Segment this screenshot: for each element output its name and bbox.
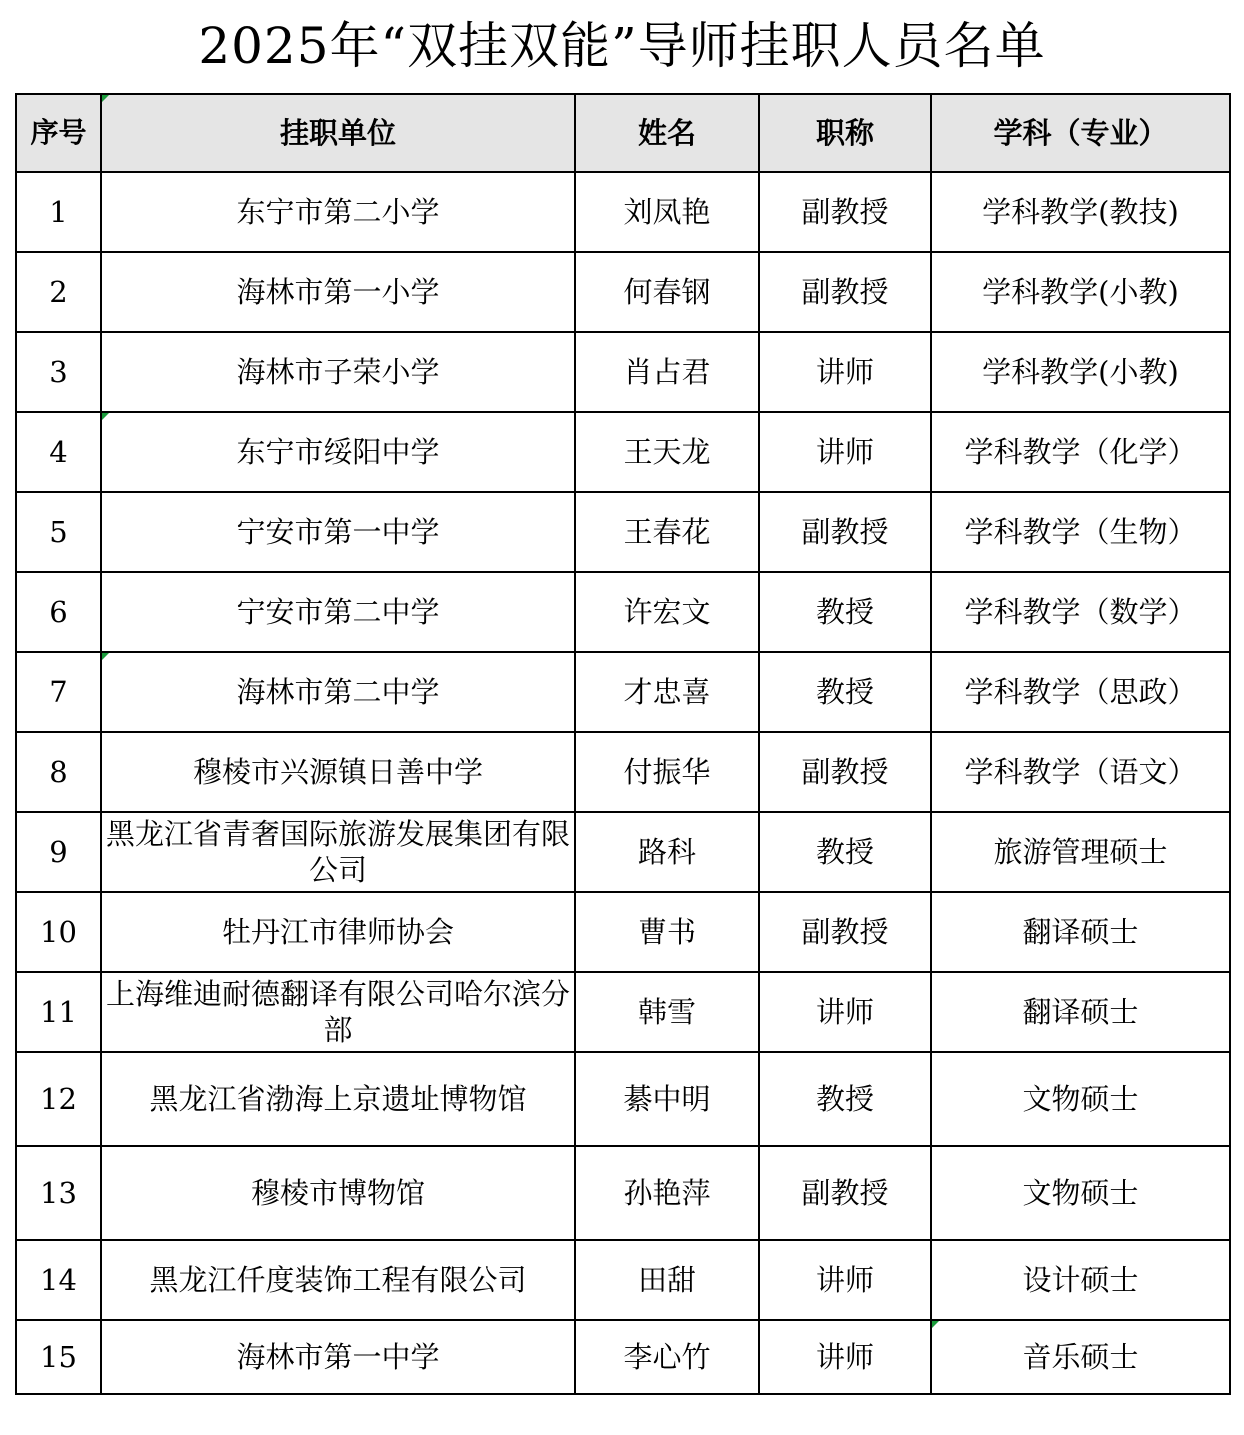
cell-subject: 音乐硕士 xyxy=(931,1320,1230,1394)
cell-rank: 讲师 xyxy=(759,412,931,492)
cell-name: 许宏文 xyxy=(575,572,759,652)
cell-subject: 学科教学（数学） xyxy=(931,572,1230,652)
cell-unit: 东宁市绥阳中学 xyxy=(101,412,575,492)
cell-rank: 副教授 xyxy=(759,732,931,812)
table-row xyxy=(16,492,1230,572)
cell-unit: 上海维迪耐德翻译有限公司哈尔滨分部 xyxy=(101,972,575,1052)
cell-rank: 教授 xyxy=(759,572,931,652)
cell-name: 路科 xyxy=(575,812,759,892)
cell-subject: 翻译硕士 xyxy=(931,892,1230,972)
header-seq: 序号 xyxy=(16,94,101,172)
cell-rank: 讲师 xyxy=(759,972,931,1052)
roster-table xyxy=(15,93,1231,1395)
cell-unit: 海林市第二中学 xyxy=(101,652,575,732)
cell-seq: 14 xyxy=(16,1240,101,1320)
header-name: 姓名 xyxy=(575,94,759,172)
cell-name: 何春钢 xyxy=(575,252,759,332)
cell-seq: 7 xyxy=(16,652,101,732)
cell-seq: 11 xyxy=(16,972,101,1052)
cell-unit: 穆棱市博物馆 xyxy=(101,1146,575,1240)
cell-rank: 讲师 xyxy=(759,1320,931,1394)
cell-seq: 2 xyxy=(16,252,101,332)
table-row xyxy=(16,892,1230,972)
cell-subject: 学科教学（语文） xyxy=(931,732,1230,812)
table-row xyxy=(16,652,1230,732)
cell-name: 孙艳萍 xyxy=(575,1146,759,1240)
table-row xyxy=(16,172,1230,252)
cell-name: 綦中明 xyxy=(575,1052,759,1146)
page-title: 2025年“双挂双能”导师挂职人员名单 xyxy=(198,17,1046,75)
cell-unit: 宁安市第二中学 xyxy=(101,572,575,652)
cell-name: 肖占君 xyxy=(575,332,759,412)
cell-rank: 副教授 xyxy=(759,172,931,252)
cell-rank: 副教授 xyxy=(759,1146,931,1240)
cell-subject: 学科教学(教技) xyxy=(931,172,1230,252)
cell-name: 李心竹 xyxy=(575,1320,759,1394)
table-row xyxy=(16,732,1230,812)
cell-subject: 文物硕士 xyxy=(931,1052,1230,1146)
table-row xyxy=(16,572,1230,652)
table-row xyxy=(16,252,1230,332)
cell-seq: 4 xyxy=(16,412,101,492)
cell-rank: 教授 xyxy=(759,652,931,732)
cell-rank: 教授 xyxy=(759,1052,931,1146)
cell-unit: 宁安市第一中学 xyxy=(101,492,575,572)
cell-subject: 学科教学(小教) xyxy=(931,252,1230,332)
cell-rank: 讲师 xyxy=(759,332,931,412)
table-row xyxy=(16,1052,1230,1146)
header-subject: 学科（专业） xyxy=(931,94,1230,172)
cell-name: 王春花 xyxy=(575,492,759,572)
cell-unit: 海林市第一小学 xyxy=(101,252,575,332)
cell-unit: 黑龙江省青奢国际旅游发展集团有限公司 xyxy=(101,812,575,892)
table-row xyxy=(16,1146,1230,1240)
cell-subject: 文物硕士 xyxy=(931,1146,1230,1240)
cell-rank: 副教授 xyxy=(759,492,931,572)
table-row xyxy=(16,1240,1230,1320)
cell-unit: 牡丹江市律师协会 xyxy=(101,892,575,972)
cell-rank: 副教授 xyxy=(759,892,931,972)
cell-subject: 学科教学（思政） xyxy=(931,652,1230,732)
cell-subject: 旅游管理硕士 xyxy=(931,812,1230,892)
table-row xyxy=(16,1320,1230,1394)
cell-name: 王天龙 xyxy=(575,412,759,492)
cell-unit: 东宁市第二小学 xyxy=(101,172,575,252)
cell-rank: 教授 xyxy=(759,812,931,892)
cell-seq: 8 xyxy=(16,732,101,812)
table-row xyxy=(16,812,1230,892)
table-row xyxy=(16,972,1230,1052)
cell-seq: 3 xyxy=(16,332,101,412)
cell-seq: 12 xyxy=(16,1052,101,1146)
cell-subject: 设计硕士 xyxy=(931,1240,1230,1320)
cell-unit: 黑龙江仟度装饰工程有限公司 xyxy=(101,1240,575,1320)
cell-name: 韩雪 xyxy=(575,972,759,1052)
cell-seq: 6 xyxy=(16,572,101,652)
cell-unit: 黑龙江省渤海上京遗址博物馆 xyxy=(101,1052,575,1146)
header-rank: 职称 xyxy=(759,94,931,172)
cell-subject: 学科教学(小教) xyxy=(931,332,1230,412)
cell-subject: 翻译硕士 xyxy=(931,972,1230,1052)
cell-name: 刘凤艳 xyxy=(575,172,759,252)
cell-name: 曹书 xyxy=(575,892,759,972)
cell-seq: 13 xyxy=(16,1146,101,1240)
cell-unit: 穆棱市兴源镇日善中学 xyxy=(101,732,575,812)
cell-unit: 海林市子荣小学 xyxy=(101,332,575,412)
cell-seq: 1 xyxy=(16,172,101,252)
table-row xyxy=(16,412,1230,492)
cell-unit: 海林市第一中学 xyxy=(101,1320,575,1394)
table-row xyxy=(16,332,1230,412)
cell-rank: 副教授 xyxy=(759,252,931,332)
cell-seq: 9 xyxy=(16,812,101,892)
cell-seq: 10 xyxy=(16,892,101,972)
cell-rank: 讲师 xyxy=(759,1240,931,1320)
cell-seq: 15 xyxy=(16,1320,101,1394)
cell-seq: 5 xyxy=(16,492,101,572)
cell-name: 田甜 xyxy=(575,1240,759,1320)
cell-subject: 学科教学（生物） xyxy=(931,492,1230,572)
header-row xyxy=(16,94,1230,172)
cell-name: 付振华 xyxy=(575,732,759,812)
cell-name: 才忠喜 xyxy=(575,652,759,732)
header-unit: 挂职单位 xyxy=(101,94,575,172)
cell-subject: 学科教学（化学） xyxy=(931,412,1230,492)
